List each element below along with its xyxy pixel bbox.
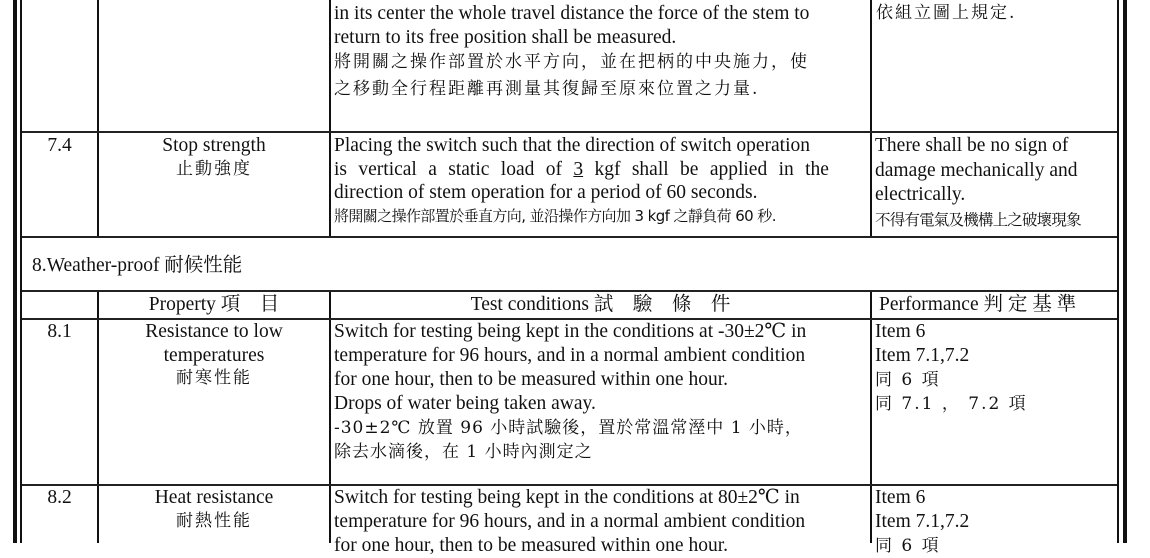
column-divider [870, 291, 872, 543]
row-8-1-performance [875, 320, 1117, 416]
performance-line: electrically. [875, 184, 966, 205]
column-divider [329, 0, 331, 237]
test-conditions-line-zh: 除去水滴後，在 1 小時內測定之 [334, 442, 593, 462]
test-conditions-line: temperature for 96 hours, and in a normal ambient condition [334, 345, 806, 366]
property-zh: 止動強度 [176, 158, 252, 179]
performance-line-zh: 同 6 項 [875, 370, 941, 390]
load-value: 3 [573, 158, 584, 180]
performance-line-zh: 不得有電氣及機構上之破壞現象 [875, 210, 1081, 229]
header-property: Property 項 目 [148, 294, 280, 315]
row-7-3-test-conditions [334, 2, 868, 103]
property-line-zh: 耐寒性能 [176, 368, 252, 388]
test-conditions-line: Switch for testing being kept in the conditions at -30±2℃ in [334, 321, 807, 342]
row-7-4-number: 7.4 [47, 135, 72, 156]
row-8-2-property [99, 486, 329, 533]
test-conditions-line-zh: 將開關之操作部置於垂直方向, 並沿操作方向加 3 kgf 之靜負荷 60 秒. [334, 206, 776, 225]
row-8-2-number: 8.2 [47, 487, 72, 508]
test-conditions-line: return to its free position shall be measured. [334, 26, 677, 48]
row-8-1-property [99, 320, 329, 391]
performance-line: There shall be no sign of [875, 135, 1069, 156]
test-conditions-line: Placing the switch such that the direction of switch operation [334, 135, 811, 156]
header-performance: Performance 判 定 基 準 [879, 294, 1077, 315]
test-conditions-line-zh: 之移動全行程距離再測量其復歸至原來位置之力量. [334, 79, 760, 99]
test-conditions-line: for one hour, then to be measured within one hour. [334, 535, 728, 556]
inner-border-right [1117, 0, 1119, 543]
property-en: Stop strength [162, 135, 266, 156]
section-8-title: 8.Weather-proof 耐候性能 [32, 255, 243, 276]
test-conditions-line-zh: -30±2℃ 放置 96 小時試驗後，置於常溫常溼中 1 小時， [334, 418, 803, 438]
outer-border-left [13, 0, 17, 543]
performance-line-zh: 同 6 項 [875, 536, 941, 556]
test-conditions-line: Drops of water being taken away. [334, 393, 596, 414]
property-line-zh: 耐熱性能 [176, 510, 252, 531]
column-divider [870, 0, 872, 237]
test-conditions-line: Switch for testing being kept in the conditions at 80±2℃ in [334, 487, 800, 508]
row-divider [22, 290, 1117, 292]
test-conditions-line-zh: 將開關之操作部置於水平方向，並在把柄的中央施力，使 [334, 52, 809, 72]
row-8-2-performance [875, 486, 1117, 558]
header-test-conditions: Test conditions 試 驗 條 件 [470, 294, 731, 315]
test-conditions-line [334, 158, 869, 182]
performance-line: Item 7.1,7.2 [875, 511, 970, 532]
row-8-2-test-conditions [334, 486, 869, 558]
row-8-1-test-conditions [334, 320, 869, 464]
column-divider [329, 291, 331, 543]
performance-line: Item 7.1,7.2 [875, 345, 970, 366]
row-divider [22, 236, 1117, 238]
property-line: temperatures [163, 344, 265, 366]
performance-line: Item 6 [875, 321, 926, 342]
performance-line: damage mechanically and [875, 159, 1078, 181]
row-7-4-test-conditions [334, 134, 869, 228]
outer-border-right [1123, 0, 1127, 543]
inner-border-left [20, 0, 22, 543]
property-line: Resistance to low [145, 321, 283, 342]
text: is vertical a static load of [334, 158, 574, 180]
row-divider [22, 131, 1117, 133]
test-conditions-line: direction of stem operation for a period of 60 seconds. [334, 182, 758, 203]
property-line: Heat resistance [154, 487, 274, 508]
column-divider [97, 0, 99, 237]
row-7-4-performance [875, 134, 1117, 232]
performance-line: Item 6 [875, 487, 926, 508]
test-conditions-line: temperature for 96 hours, and in a normal ambient condition [334, 511, 806, 532]
test-conditions-line: in its center the whole travel distance the force of the stem to [334, 3, 810, 24]
row-8-1-number: 8.1 [47, 321, 72, 342]
text: kgf shall be applied in the [583, 158, 829, 180]
row-7-4-property [99, 134, 329, 181]
test-conditions-line: for one hour, then to be measured within one hour. [334, 369, 728, 390]
row-7-3-performance: 依組立圖上規定. [876, 3, 1017, 23]
performance-line-zh: 同 7.1 ， 7.2 項 [875, 394, 1028, 414]
